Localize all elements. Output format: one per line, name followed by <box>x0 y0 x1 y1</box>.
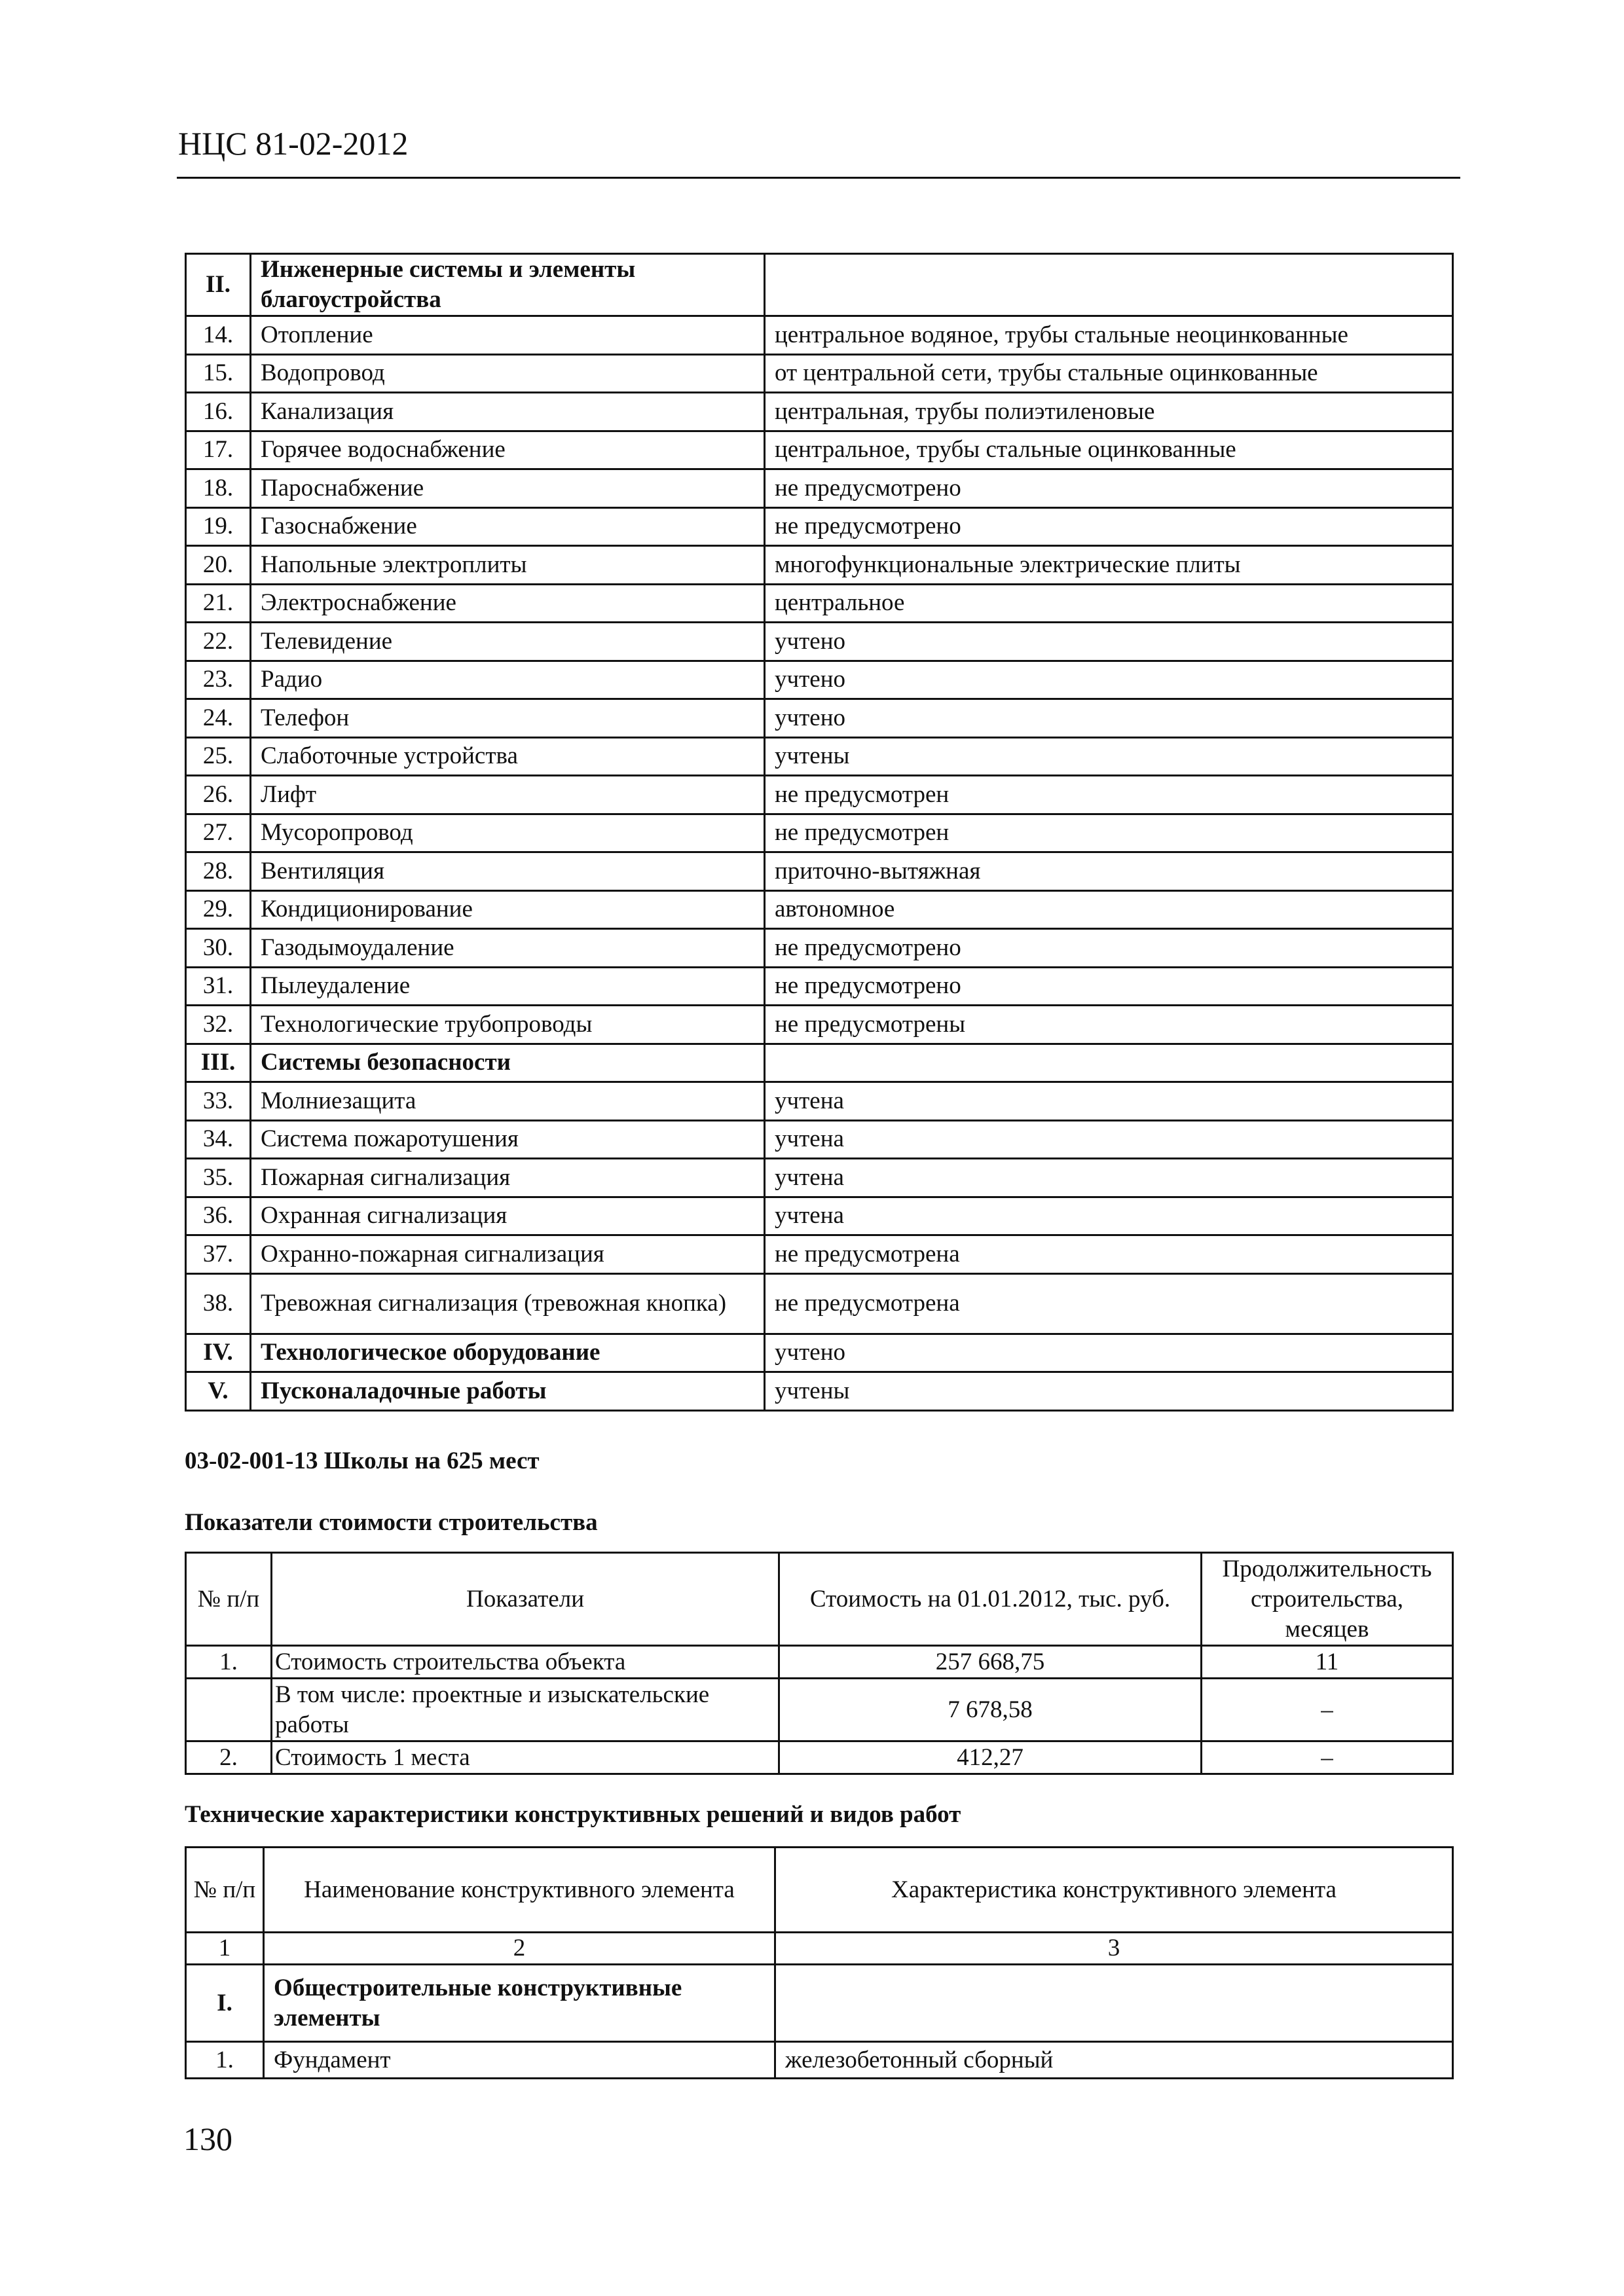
systems-cell-name: Водопровод <box>251 354 765 393</box>
systems-cell-num: IV. <box>186 1334 251 1372</box>
systems-cell-num: 22. <box>186 623 251 661</box>
table-row <box>186 1235 1453 1274</box>
systems-cell-name: Напольные электроплиты <box>251 546 765 585</box>
systems-cell-value: не предусмотрена <box>765 1273 1453 1334</box>
systems-cell-name: Пылеудаление <box>251 967 765 1006</box>
table-row <box>186 1082 1453 1121</box>
systems-cell-value: учтена <box>765 1120 1453 1159</box>
tech-index-3: 3 <box>775 1933 1453 1965</box>
systems-cell-num: 26. <box>186 776 251 814</box>
systems-cell-num: 35. <box>186 1159 251 1197</box>
systems-cell-name: Отопление <box>251 316 765 355</box>
tech-header-characteristic: Характеристика конструктивного элемента <box>775 1848 1453 1933</box>
systems-cell-value: учтена <box>765 1197 1453 1235</box>
systems-cell-value: не предусмотрено <box>765 469 1453 508</box>
table-row <box>186 546 1453 585</box>
systems-cell-name: Телевидение <box>251 623 765 661</box>
systems-cell-value: не предусмотрено <box>765 967 1453 1006</box>
table-row <box>186 1044 1453 1082</box>
table-row <box>186 737 1453 776</box>
table-row <box>186 1006 1453 1044</box>
tech-cell-num: 1. <box>186 2042 264 2079</box>
systems-cell-name: Охранно-пожарная сигнализация <box>251 1235 765 1274</box>
cost-cell-num <box>186 1679 272 1741</box>
table-row <box>186 967 1453 1006</box>
table-row <box>186 2042 1453 2079</box>
systems-cell-name: Вентиляция <box>251 852 765 891</box>
systems-cell-value: центральное <box>765 584 1453 623</box>
table-row <box>186 852 1453 891</box>
cost-cell-num: 1. <box>186 1646 272 1679</box>
cost-header-cost: Стоимость на 01.01.2012, тыс. руб. <box>779 1553 1202 1646</box>
systems-cell-value: не предусмотрено <box>765 929 1453 968</box>
systems-cell-num: 19. <box>186 507 251 546</box>
systems-cell-name: Технологическое оборудование <box>251 1334 765 1372</box>
systems-cell-value: не предусмотрены <box>765 1006 1453 1044</box>
systems-cell-num: 31. <box>186 967 251 1006</box>
systems-cell-name: Пожарная сигнализация <box>251 1159 765 1197</box>
systems-cell-name: Мусоропровод <box>251 814 765 852</box>
systems-cell-value: учтена <box>765 1082 1453 1121</box>
systems-cell-num: 30. <box>186 929 251 968</box>
table-row <box>186 1646 1453 1679</box>
cost-table-header-row <box>186 1553 1453 1646</box>
table-row <box>186 431 1453 469</box>
systems-cell-value: учтена <box>765 1159 1453 1197</box>
table-row <box>186 929 1453 968</box>
table-row <box>186 584 1453 623</box>
systems-cell-num: 24. <box>186 699 251 738</box>
systems-cell-name: Пароснабжение <box>251 469 765 508</box>
systems-cell-value: учтено <box>765 623 1453 661</box>
table-row <box>186 1120 1453 1159</box>
cost-cell-indicator: Стоимость 1 места <box>272 1741 779 1774</box>
table-row <box>186 1965 1453 2042</box>
tech-cell-num: I. <box>186 1965 264 2042</box>
systems-cell-num: 17. <box>186 431 251 469</box>
systems-cell-num: III. <box>186 1044 251 1082</box>
systems-cell-name: Канализация <box>251 393 765 431</box>
table-row <box>186 814 1453 852</box>
systems-cell-num: 25. <box>186 737 251 776</box>
cost-header-num: № п/п <box>186 1553 272 1646</box>
systems-cell-value: учтено <box>765 699 1453 738</box>
tech-cell-characteristic <box>775 1965 1453 2042</box>
systems-cell-num: 23. <box>186 661 251 699</box>
cost-header-duration: Продолжительность строительства, месяцев <box>1202 1553 1453 1646</box>
systems-cell-name: Тревожная сигнализация (тревожная кнопка) <box>251 1273 765 1334</box>
systems-cell-num: 38. <box>186 1273 251 1334</box>
systems-cell-num: 15. <box>186 354 251 393</box>
systems-cell-num: 27. <box>186 814 251 852</box>
cost-table <box>185 1552 1454 1775</box>
systems-cell-value: автономное <box>765 890 1453 929</box>
tech-index-row <box>186 1933 1453 1965</box>
cost-header-indicator: Показатели <box>272 1553 779 1646</box>
tech-header-num: № п/п <box>186 1848 264 1933</box>
tech-cell-characteristic: железобетонный сборный <box>775 2042 1453 2079</box>
systems-cell-num: 33. <box>186 1082 251 1121</box>
tech-cell-element: Фундамент <box>264 2042 775 2079</box>
systems-cell-num: 14. <box>186 316 251 355</box>
systems-cell-value: учтено <box>765 661 1453 699</box>
cost-cell-indicator: Стоимость строительства объекта <box>272 1646 779 1679</box>
systems-cell-value: центральное водяное, трубы стальные неоцинкованные <box>765 316 1453 355</box>
table-row <box>186 1197 1453 1235</box>
systems-cell-value <box>765 1044 1453 1082</box>
systems-cell-num: 32. <box>186 1006 251 1044</box>
object-title: 03-02-001-13 Школы на 625 мест <box>185 1448 540 1474</box>
systems-cell-num: 20. <box>186 546 251 585</box>
page-number: 130 <box>183 2121 232 2157</box>
systems-cell-name: Кондиционирование <box>251 890 765 929</box>
systems-cell-num: II. <box>186 254 251 316</box>
systems-cell-name: Молниезащита <box>251 1082 765 1121</box>
table-row <box>186 393 1453 431</box>
systems-cell-value: приточно-вытяжная <box>765 852 1453 891</box>
table-row <box>186 1159 1453 1197</box>
systems-cell-value: не предусмотрен <box>765 776 1453 814</box>
systems-cell-num: 29. <box>186 890 251 929</box>
header-rule <box>177 177 1460 179</box>
table-row <box>186 1679 1453 1741</box>
tech-cell-element: Общестроительные конструктивные элементы <box>264 1965 775 2042</box>
table-row <box>186 469 1453 508</box>
table-row <box>186 1741 1453 1774</box>
systems-cell-name: Газоснабжение <box>251 507 765 546</box>
systems-cell-name: Слаботочные устройства <box>251 737 765 776</box>
cost-cell-num: 2. <box>186 1741 272 1774</box>
systems-cell-value: не предусмотрена <box>765 1235 1453 1274</box>
systems-table <box>185 253 1454 1412</box>
cost-section-title: Показатели стоимости строительства <box>185 1509 598 1536</box>
systems-cell-name: Система пожаротушения <box>251 1120 765 1159</box>
systems-cell-name: Пусконаладочные работы <box>251 1372 765 1411</box>
table-row <box>186 661 1453 699</box>
systems-cell-num: 34. <box>186 1120 251 1159</box>
table-row <box>186 623 1453 661</box>
systems-cell-name: Горячее водоснабжение <box>251 431 765 469</box>
table-row <box>186 1372 1453 1411</box>
systems-cell-value: центральная, трубы полиэтиленовые <box>765 393 1453 431</box>
tech-table-header-row <box>186 1848 1453 1933</box>
table-row <box>186 316 1453 355</box>
cost-cell-duration: – <box>1202 1679 1453 1741</box>
tech-index-1: 1 <box>186 1933 264 1965</box>
systems-cell-name: Охранная сигнализация <box>251 1197 765 1235</box>
systems-cell-num: 28. <box>186 852 251 891</box>
systems-cell-num: 18. <box>186 469 251 508</box>
document-code: НЦС 81-02-2012 <box>178 125 409 162</box>
systems-cell-value: учтены <box>765 1372 1453 1411</box>
systems-cell-name: Инженерные системы и элементы благоустройства <box>251 254 765 316</box>
systems-cell-name: Телефон <box>251 699 765 738</box>
systems-cell-name: Технологические трубопроводы <box>251 1006 765 1044</box>
systems-cell-value: не предусмотрен <box>765 814 1453 852</box>
cost-cell-duration: 11 <box>1202 1646 1453 1679</box>
systems-cell-num: 21. <box>186 584 251 623</box>
systems-cell-name: Лифт <box>251 776 765 814</box>
tech-table <box>185 1846 1454 2079</box>
tech-header-element: Наименование конструктивного элемента <box>264 1848 775 1933</box>
table-row <box>186 254 1453 316</box>
cost-cell-cost: 412,27 <box>779 1741 1202 1774</box>
cost-cell-indicator: В том числе: проектные и изыскательские работы <box>272 1679 779 1741</box>
table-row <box>186 354 1453 393</box>
systems-cell-name: Системы безопасности <box>251 1044 765 1082</box>
systems-cell-value: учтены <box>765 737 1453 776</box>
table-row <box>186 1334 1453 1372</box>
systems-table-body <box>186 254 1453 1411</box>
cost-cell-duration: – <box>1202 1741 1453 1774</box>
cost-cell-cost: 257 668,75 <box>779 1646 1202 1679</box>
table-row <box>186 507 1453 546</box>
systems-cell-value: не предусмотрено <box>765 507 1453 546</box>
systems-cell-name: Газодымоудаление <box>251 929 765 968</box>
table-row <box>186 1273 1453 1334</box>
systems-cell-value: от центральной сети, трубы стальные оцинкованные <box>765 354 1453 393</box>
table-row <box>186 776 1453 814</box>
systems-cell-name: Радио <box>251 661 765 699</box>
systems-cell-num: V. <box>186 1372 251 1411</box>
tech-section-title: Технические характеристики конструктивных решений и видов работ <box>185 1801 961 1828</box>
systems-cell-num: 37. <box>186 1235 251 1274</box>
table-row <box>186 890 1453 929</box>
systems-cell-value: многофункциональные электрические плиты <box>765 546 1453 585</box>
table-row <box>186 699 1453 738</box>
systems-cell-num: 16. <box>186 393 251 431</box>
systems-cell-name: Электроснабжение <box>251 584 765 623</box>
cost-cell-cost: 7 678,58 <box>779 1679 1202 1741</box>
systems-cell-value <box>765 254 1453 316</box>
systems-cell-value: центральное, трубы стальные оцинкованные <box>765 431 1453 469</box>
systems-cell-value: учтено <box>765 1334 1453 1372</box>
tech-index-2: 2 <box>264 1933 775 1965</box>
systems-cell-num: 36. <box>186 1197 251 1235</box>
